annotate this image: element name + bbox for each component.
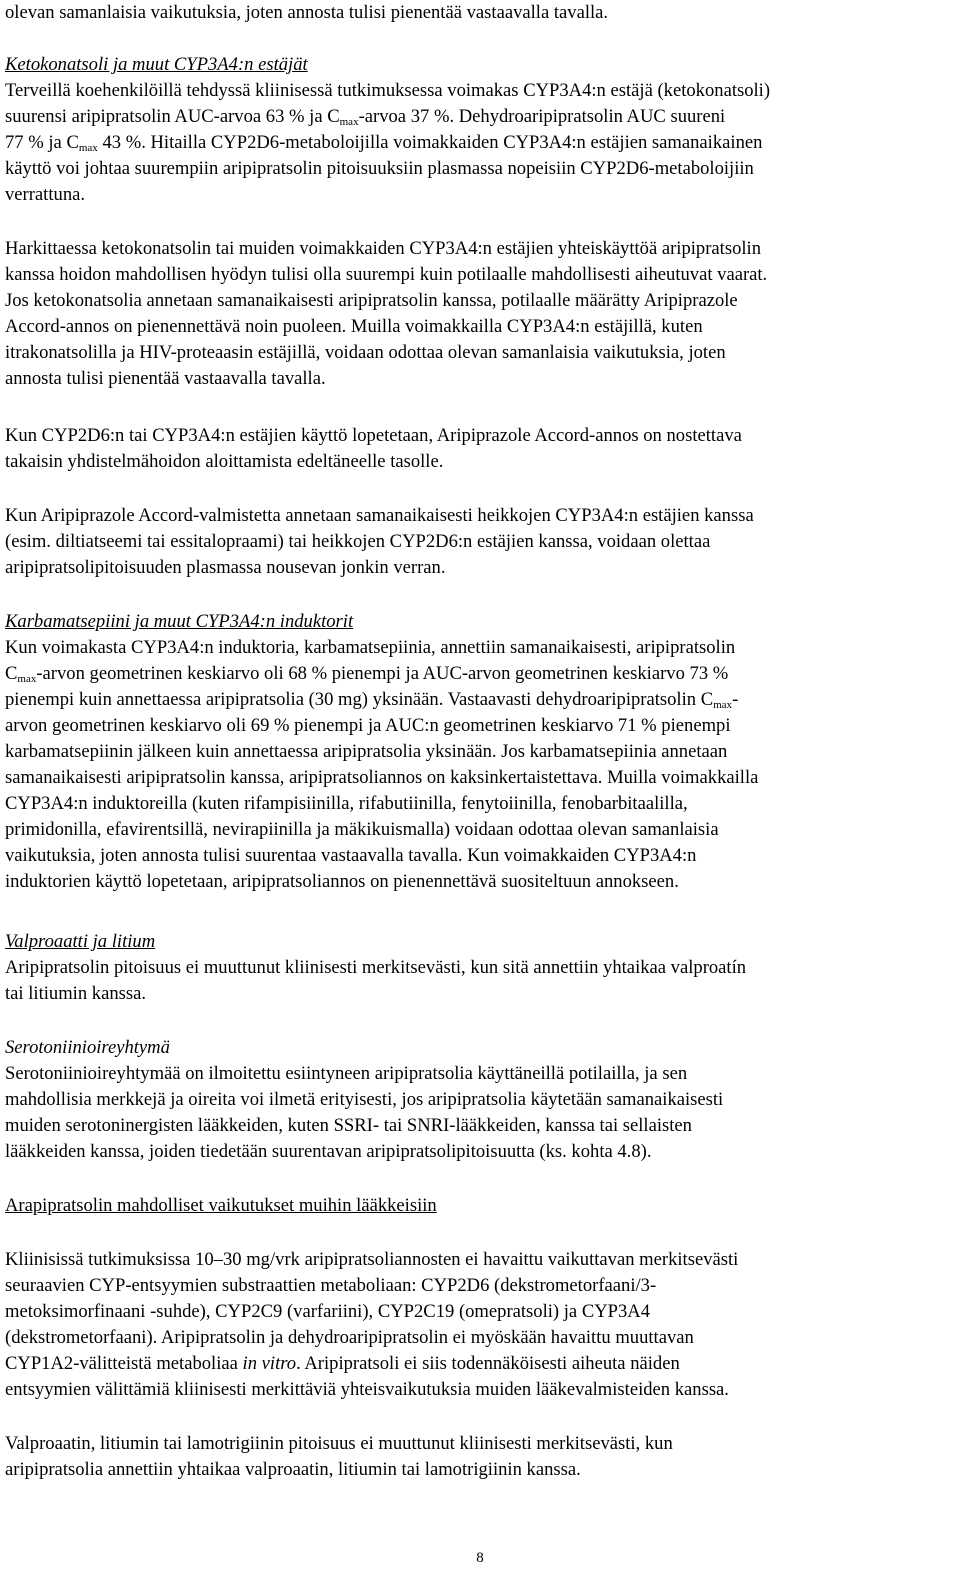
paragraph-line: primidonilla, efavirentsillä, nevirapiinilla ja mäkikuismalla) voidaan odottaa olevan samanlaisia (5, 819, 719, 840)
paragraph-line: metoksimorfinaani -suhde), CYP2C9 (varfariini), CYP2C19 (omepratsoli) ja CYP3A4 (5, 1301, 651, 1322)
paragraph-line: annosta tulisi pienentää vastaavalla tavalla. (5, 368, 326, 389)
paragraph-line: Serotoniinioireyhtymää on ilmoitettu esiintyneen aripipratsolia käyttäneillä potilailla, ja sen (5, 1063, 688, 1084)
paragraph-line: Kun Aripiprazole Accord-valmistetta annetaan samanaikaisesti heikkojen CYP3A4:n estäjien kanssa (5, 505, 754, 526)
section-heading-karbamatsepiini: Karbamatsepiini ja muut CYP3A4:n induktorit (5, 611, 354, 632)
paragraph-line: 77 % ja $C_{max}$ 43 %. Hitailla CYP2D6-metaboloijilla voimakkaiden CYP3A4:n estäjien samanaikainen (5, 132, 763, 154)
paragraph-line: vaikutuksia, joten annosta tulisi suurentaa vastaavalla tavalla. Kun voimakkaiden CYP3A4:n (5, 845, 697, 866)
paragraph-line: Jos ketokonatsolia annetaan samanaikaisesti aripipratsolin kanssa, potilaalle määrätty Aripiprazole (5, 290, 738, 311)
paragraph-line: mahdollisia merkkejä ja oireita voi ilmetä erityisesti, jos aripipratsolia käytetään samanaikaisesti (5, 1089, 724, 1110)
paragraph-line: käyttö voi johtaa suurempiin aripipratsolin pitoisuuksiin plasmassa nopeisiin CYP2D6-metaboloijiin (5, 158, 754, 179)
paragraph-line: Accord-annos on pienennettävä noin puoleen. Muilla voimakkailla CYP3A4:n estäjillä, kuten (5, 316, 703, 337)
paragraph-line: Valproaatin, litiumin tai lamotrigiinin pitoisuus ei muuttunut kliinisesti merkitsevästi, kun (5, 1433, 673, 1454)
section-heading-serotoniini: Serotoniinioireyhtymä (5, 1037, 170, 1058)
paragraph-line: (esim. diltiatseemi tai essitalopraami) tai heikkojen CYP2D6:n estäjien kanssa, voidaan olettaa (5, 531, 711, 552)
paragraph-line: arvon geometrinen keskiarvo oli 69 % pienempi ja AUC:n geometrinen keskiarvo 71 % pienempi (5, 715, 731, 736)
paragraph-line: CYP3A4:n induktoreilla (kuten rifampisiinilla, rifabutiinilla, fenytoiinilla, fenobarbitaalilla, (5, 793, 688, 814)
section-heading-vaikutukset: Arapipratsolin mahdolliset vaikutukset muihin lääkkeisiin (5, 1195, 437, 1216)
paragraph-line: $C_{max}$-arvon geometrinen keskiarvo oli 68 % pienempi ja AUC-arvon geometrinen keskiarvo 73 % (5, 663, 729, 685)
paragraph-line: (dekstrometorfaani). Aripipratsolin ja dehydroaripipratsolin ei myöskään havaittu muuttavan (5, 1327, 694, 1348)
paragraph-line: samanaikaisesti aripipratsolin kanssa, aripipratsoliannos on kaksinkertaistettava. Muilla voimakkailla (5, 767, 759, 788)
paragraph-line: karbamatsepiinin jälkeen kuin annettaessa aripipratsolia yksinään. Jos karbamatsepiinia annetaan (5, 741, 728, 762)
paragraph-line: lääkkeiden kanssa, joiden tiedetään suurentavan aripipratsolipitoisuutta (ks. kohta 4.8). (5, 1141, 652, 1162)
paragraph-line: pienempi kuin annettaessa aripipratsolia (30 mg) yksinään. Vastaavasti dehydroaripipratsolin $C_{max}-$ (5, 689, 739, 711)
paragraph-line: CYP1A2-välitteistä metaboliaa in vitro. Aripipratsoli ei siis todennäköisesti aiheuta näiden (5, 1353, 680, 1374)
paragraph-line: muiden serotoninergisten lääkkeiden, kuten SSRI- tai SNRI-lääkkeiden, kanssa tai sellaisten (5, 1115, 692, 1136)
paragraph-line: itrakonatsolilla ja HIV-proteaasin estäjillä, voidaan odottaa olevan samanlaisia vaikutuksia, joten (5, 342, 726, 363)
section-heading-ketokonatsoli: Ketokonatsoli ja muut CYP3A4:n estäjät (5, 54, 308, 75)
paragraph-line: aripipratsolipitoisuuden plasmassa nousevan jonkin verran. (5, 557, 446, 578)
paragraph-line: entsyymien välittämiä kliinisesti merkittäviä yhteisvaikutuksia muiden lääkevalmisteiden kanssa. (5, 1379, 729, 1400)
paragraph-line: seuraavien CYP-entsyymien substraattien metaboliaan: CYP2D6 (dekstrometorfaani/3- (5, 1275, 657, 1296)
paragraph-line: Kliinisissä tutkimuksissa 10–30 mg/vrk aripipratsoliannosten ei havaittu vaikuttavan merkitsevästi (5, 1249, 739, 1270)
paragraph-line: aripipratsolia annettiin yhtaikaa valproaatin, litiumin tai lamotrigiinin kanssa. (5, 1459, 581, 1480)
section-heading-valproaatti: Valproaatti ja litium (5, 931, 156, 952)
paragraph-line: Terveillä koehenkilöillä tehdyssä kliinisessä tutkimuksessa voimakas CYP3A4:n estäjä (ketokonatsoli) (5, 80, 771, 101)
paragraph-line: induktorien käyttö lopetetaan, aripipratsoliannos on pienennettävä suositeltuun annokseen. (5, 871, 679, 892)
page-number: 8 (476, 1550, 484, 1566)
paragraph-line: verrattuna. (5, 184, 86, 205)
paragraph-line: Kun CYP2D6:n tai CYP3A4:n estäjien käyttö lopetetaan, Aripiprazole Accord-annos on nostettava (5, 425, 742, 446)
paragraph-line: takaisin yhdistelmähoidon aloittamista edeltäneelle tasolle. (5, 451, 444, 472)
paragraph-line: olevan samanlaisia vaikutuksia, joten annosta tulisi pienentää vastaavalla tavalla. (5, 2, 609, 23)
paragraph-line: tai litiumin kanssa. (5, 983, 146, 1004)
paragraph-line: Aripipratsolin pitoisuus ei muuttunut kliinisesti merkitsevästi, kun sitä annettiin yhtaikaa valproatín (5, 957, 747, 978)
paragraph-line: kanssa hoidon mahdollisen hyödyn tulisi olla suurempi kuin potilaalle mahdollisesti aiheutuvat vaarat. (5, 264, 768, 285)
paragraph-line: Harkittaessa ketokonatsolin tai muiden voimakkaiden CYP3A4:n estäjien yhteiskäyttöä aripipratsolin (5, 238, 761, 259)
paragraph-line: suurensi aripipratsolin AUC-arvoa 63 % ja $C_{max}$-arvoa 37 %. Dehydroaripipratsolin AUC suureni (5, 106, 726, 128)
paragraph-line: Kun voimakasta CYP3A4:n induktoria, karbamatsepiinia, annettiin samanaikaisesti, aripipratsolin (5, 637, 736, 658)
